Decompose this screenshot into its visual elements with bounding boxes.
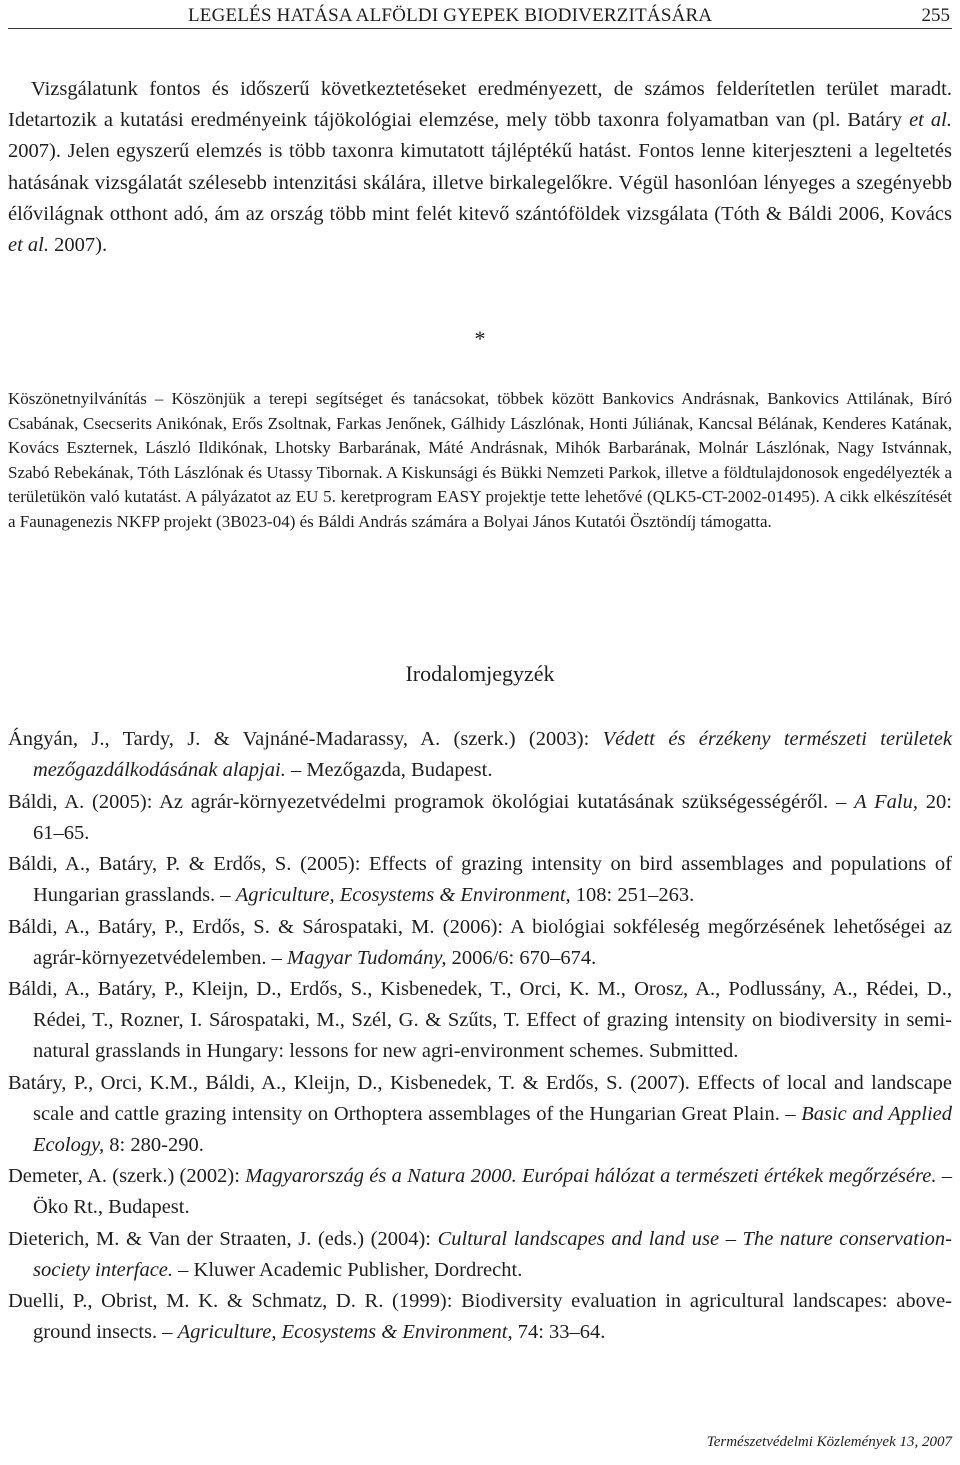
journal-footer: Természetvédelmi Közlemények 13, 2007	[706, 1434, 952, 1450]
ref-text: – Kluwer Academic Publisher, Dordrecht.	[173, 1258, 523, 1281]
reference-list	[8, 724, 952, 1349]
ref-text: Báldi, A., Batáry, P. & Erdős, S. (2005): Effects of grazing intensity on bird assemblages and populations of Hungarian grasslands. –	[8, 853, 952, 906]
acknowledgement: Köszönetnyilvánítás – Köszönjük a terepi segítséget és tanácsokat, többek között Bankovics Andrásnak, Bankovics Attilának, Bíró Csabának, Csecserits Anikónak, Erős Zsoltnak, Farkas Jenőnek, Gálhidy Lászlónak, Honti Júliának, Kancsal Bélának, Kenderes Katának, Kovács Eszternek, László Ildikónak, Lhotsky Barbarának, Máté Andrásnak, Mihók Barbarának, Molnár Lászlónak, Nagy Istvánnak, Szabó Rebekának, Tóth Lászlónak és Utassy Tibornak. A Kiskunsági és Bükki Nemzeti Parkok, illetve a földtulajdonosok engedélyezték a területükön való kutatást. A pályázatot az EU 5. keretprogram EASY projektje tette lehetővé (QLK5-CT-2002-01495). A cikk elkészítését a Faunagenezis NKFP projekt (3B023-04) és Báldi András számára a Bolyai János Kutatói Ösztöndíj támogatta.	[8, 389, 952, 531]
page-number: 255	[921, 5, 950, 26]
body-paragraph	[8, 74, 952, 261]
ref-text: Duelli, P., Obrist, M. K. & Schmatz, D. R. (1999): Biodiversity evaluation in agricultural landscapes: above-ground insects. –	[8, 1290, 952, 1343]
reference-item	[8, 1224, 952, 1286]
running-header	[8, 4, 952, 29]
reference-item	[8, 787, 952, 849]
reference-item	[8, 1161, 952, 1223]
reference-item	[8, 1068, 952, 1161]
ref-italic: A Falu,	[854, 790, 918, 813]
body-text-segment: 2007).	[49, 234, 108, 257]
ref-text: Báldi, A., Batáry, P., Erdős, S. & Sárospataki, M. (2006): A biológiai sokféleség megőrzésének lehetőségei az agrár-környezetvédelemben. –	[8, 915, 952, 969]
ref-text: 20: 61–65.	[33, 790, 953, 844]
ref-italic: Agriculture, Ecosystems & Environment,	[235, 884, 571, 906]
ref-text: Batáry, P., Orci, K.M., Báldi, A., Kleijn, D., Kisbenedek, T. & Erdős, S. (2007). Effects of local and landscape scale and cattle grazing intensity on Orthoptera assemblages of the Hungarian Great Plain. –	[8, 1071, 952, 1125]
reference-item	[8, 974, 952, 1067]
ref-text: Demeter, A. (szerk.) (2002):	[8, 1165, 246, 1187]
body-text-italic: et al.	[909, 109, 952, 132]
ref-italic: Cultural landscapes and land use – The nature conservation-society interface.	[33, 1227, 952, 1281]
ref-text: 74: 33–64.	[512, 1321, 606, 1343]
references-heading: Irodalomjegyzék	[405, 661, 555, 686]
body-text-segment: 2007). Jelen egyszerű elemzés is több taxonra kimutatott tájléptékű hatást. Fontos lenne kiterjeszteni a legeltetés hatásának vizsgálatát szélesebb intenzitási skálára, illetve birkalegelőkre. Végül hasonlóan lényeges a szegényebb élővilágnak otthont adó, ám az ország több mint felét kitevő szántóföldek vizsgálata (Tóth & Báldi 2006, Kovács	[8, 140, 952, 225]
ref-italic: Magyarország és a Natura 2000. Európai hálózat a természeti értékek megőrzésére.	[245, 1165, 937, 1187]
reference-item	[8, 912, 952, 974]
reference-item	[8, 1286, 952, 1348]
running-title: LEGELÉS HATÁSA ALFÖLDI GYEPEK BIODIVERZITÁSÁRA	[188, 5, 713, 26]
ref-italic: Agriculture, Ecosystems & Environment,	[177, 1321, 513, 1343]
body-text-italic: et al.	[8, 234, 49, 257]
ref-text: – Öko Rt., Budapest.	[33, 1165, 953, 1218]
ref-text: 108: 251–263.	[570, 884, 695, 906]
reference-item	[8, 724, 952, 786]
section-separator: *	[474, 326, 486, 351]
ref-text: – Mezőgazda, Budapest.	[285, 759, 493, 781]
ref-italic: Magyar Tudomány,	[287, 946, 447, 969]
body-text-segment: Vizsgálatunk fontos és időszerű következtetéseket eredményezett, de számos felderítetlen terület maradt. Idetartozik a kutatási eredményeink tájökológiai elemzése, mely több taxonra folyamatban van (pl. Batáry	[8, 78, 952, 132]
ref-text: Dieterich, M. & Van der Straaten, J. (eds.) (2004):	[8, 1227, 438, 1250]
ref-text: Báldi, A. (2005): Az agrár-környezetvédelmi programok ökológiai kutatásának szükségességéről. –	[8, 790, 855, 813]
reference-item	[8, 849, 952, 911]
ref-text: Ángyán, J., Tardy, J. & Vajnáné-Madarassy, A. (szerk.) (2003):	[8, 728, 603, 750]
ref-text: 8: 280-290.	[104, 1133, 204, 1156]
ref-text: 2006/6: 670–674.	[446, 946, 597, 969]
ref-italic: Basic and Applied Ecology,	[33, 1102, 953, 1156]
ref-italic: Védett és érzékeny természeti területek mezőgazdálkodásának alapjai.	[33, 728, 952, 781]
ref-text: Báldi, A., Batáry, P., Kleijn, D., Erdős, S., Kisbenedek, T., Orci, K. M., Orosz, A., Podlussány, A., Rédei, D., Rédei, T., Rozner, I. Sárospataki, M., Szél, G. & Szűts, T. Effect of grazing intensity on biodiversity in semi-natural grasslands in Hungary: lessons for new agri-environment schemes. Submitted.	[8, 978, 952, 1062]
